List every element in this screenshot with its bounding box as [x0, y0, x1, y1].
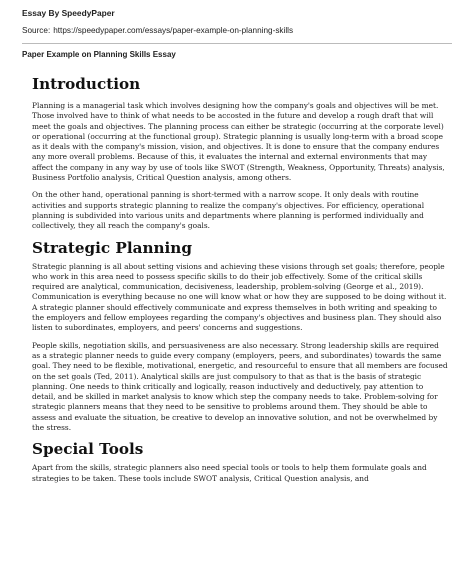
source-url[interactable]: https://speedypaper.com/essays/paper-example-on-planning-skills	[53, 26, 294, 35]
source-line	[22, 26, 452, 35]
paragraph: Apart from the skills, strategic planners also need special tools or tools to help them formulate goals and strategies to be taken. These tools include SWOT analysis, Critical Question analysis, and	[32, 463, 427, 483]
essay-body	[0, 75, 474, 484]
section-heading-special-tools: Special Tools	[32, 440, 144, 459]
paragraph: Strategic planning is all about setting visions and achieving these visions through set goals; therefore, people who work in this area need to possess specific skills to do their job effectively. Some of the critical skills required are analytical, communication, decisiveness, leadership, problem-solving (George et al., 2019). Communication is everything because no one will know what or how they are supposed to be doing without it. A strategic planner should effectively communicate and express themselves in both writing and speaking to the employers and fellow employees regarding the company's objectives and business plan. They should also listen to subordinates, employers, and peers' concerns and suggestions.	[32, 261, 447, 333]
source-label: Source:	[22, 26, 51, 35]
document-header	[0, 0, 474, 59]
paragraph: On the other hand, operational panning is short-termed with a narrow scope. It only deals with routine activities and supports strategic planning to realize the company's objectives. For efficiency, operational planning is subdivided into various units and departments where planning is performed individually and collectively, they all reach the company's goals.	[32, 190, 425, 231]
section-heading-strategic-planning: Strategic Planning	[32, 238, 192, 257]
paragraph: Planning is a managerial task which involves designing how the company's goals and objectives will be met. Those involved have to think of what needs to be accosted in the future and develop a rough draft that will meet the goals and objectives. The planning process can either be strategic (occurring at the corporate level) or operational (occurring at the functional group). Strategic planning is usually long-term with a broad scope as it deals with the company's mission, vision, and objectives. It is done to ensure that the company endures any more overall problems. Because of this, it evaluates the internal and external environments that may affect the company in any way by use of tools like SWOT (Strength, Weakness, Opportunity, Threats) analysis, Business Portfolio analysis, Critical Question analysis, among others.	[32, 101, 445, 183]
paragraph: People skills, negotiation skills, and persuasiveness are also necessary. Strong leadership skills are required as a strategic planner needs to guide every company (employers, peers, and subordinates) towards the same goal. They need to be flexible, motivational, energetic, and resourceful to ensure that all members are focused on the set goals (Ted, 2011). Analytical skills are just compulsory to that as that is the basis of strategic planning. One needs to think critically and logically, reason inductively and deductively, pay attention to detail, and be skilled in market analysis to know which step the company needs to take. Problem-solving for strategic planners means that they need to be sensitive to problems around them. They should be able to assess and evaluate the situation, be creative to develop an innovative solution, and not be overwhelmed by the stress.	[32, 340, 448, 433]
header-divider	[22, 43, 452, 44]
essay-title: Paper Example on Planning Skills Essay	[22, 50, 176, 59]
brand-title: Essay By SpeedyPaper	[22, 8, 115, 18]
section-heading-introduction: Introduction	[32, 75, 141, 93]
